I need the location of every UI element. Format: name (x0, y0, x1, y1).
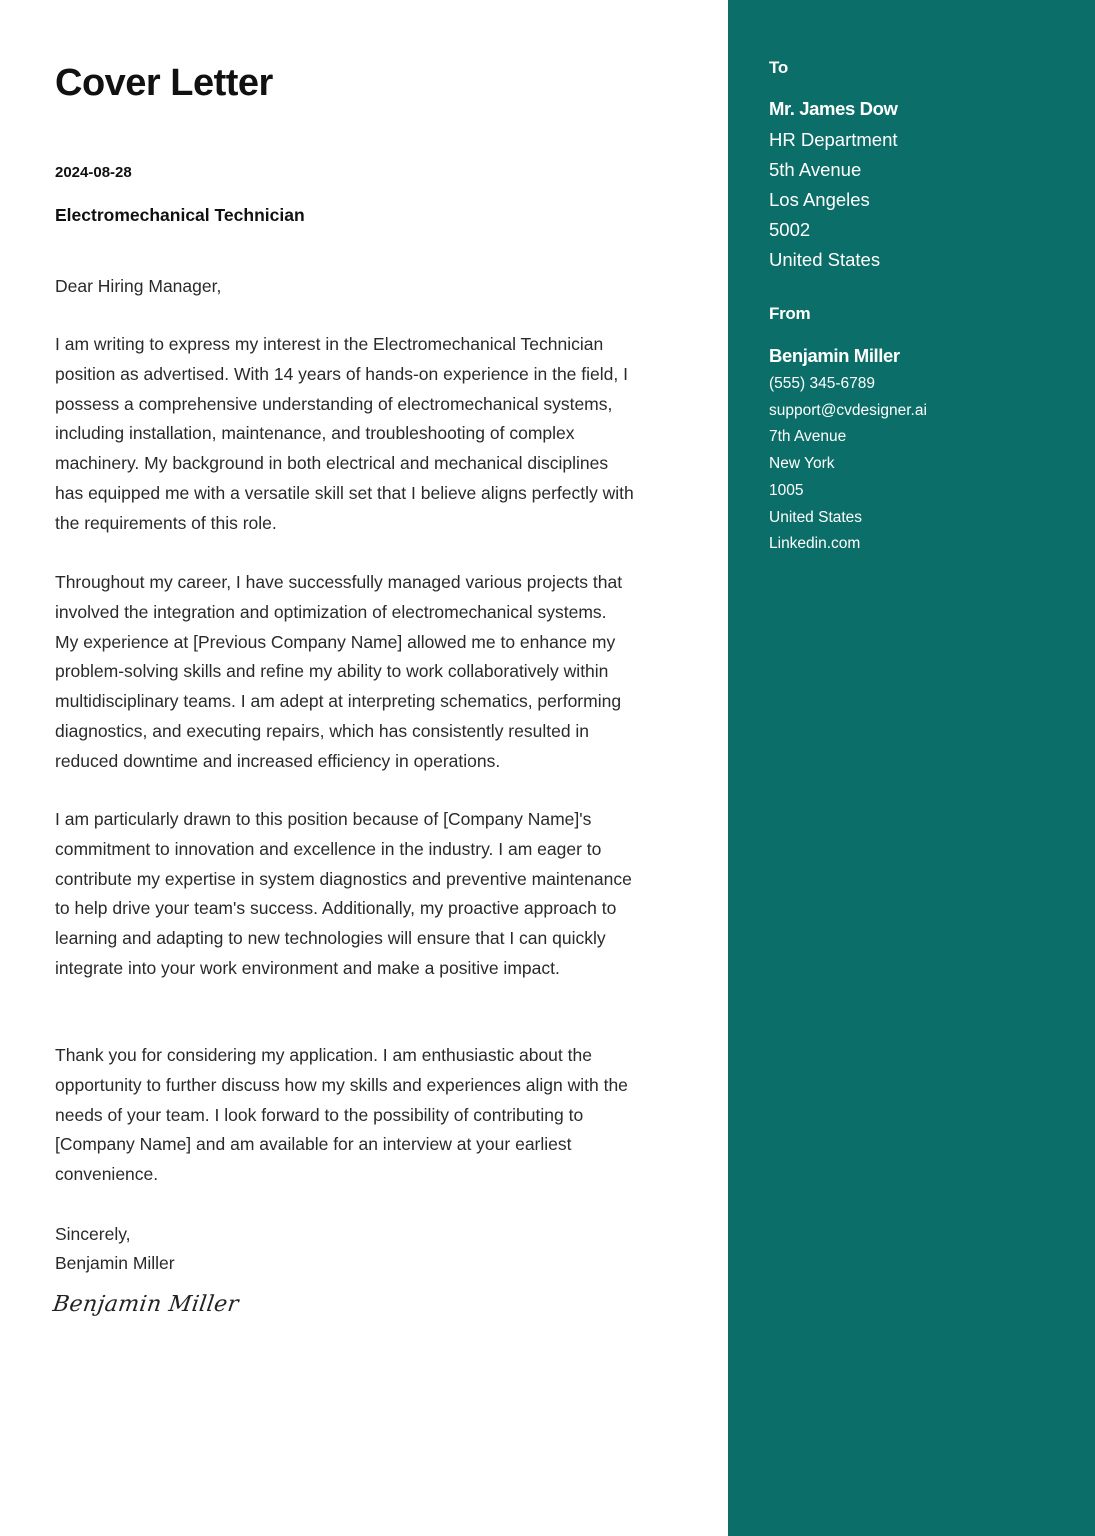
signer-name: Benjamin Miller (55, 1253, 175, 1273)
paragraph-experience: Throughout my career, I have successfully managed various projects that involved the integration and optimization of electromechanical systems. My experience at [Previous Company Name] allowed me to enhance my problem-solving skills and refine my ability to work collaboratively within multidisciplinary teams. I am adept at interpreting schematics, performing diagnostics, and executing repairs, which has consistently resulted in reduced downtime and increased efficiency in operations. (55, 572, 623, 771)
sender-heading: From (769, 304, 811, 323)
recipient-city: Los Angeles (769, 189, 870, 210)
paragraph-introduction: I am writing to express my interest in the Electromechanical Technician position as advertised. With 14 years of hands-on experience in the field, I possess a comprehensive understanding of electromechanical systems, including installation, maintenance, and troubleshooting of complex machinery. My background in both electrical and mechanical disciplines has equipped me with a versatile skill set that I believe aligns perfectly with the requirements of this role. (55, 334, 634, 533)
handwritten-signature: Benjamin Miller (51, 1292, 241, 1317)
sender-linkedin: Linkedin.com (769, 535, 861, 553)
sender-street: 7th Avenue (769, 428, 847, 446)
recipient-address (769, 125, 898, 275)
sender-phone: (555) 345-6789 (769, 375, 875, 392)
page-title: Cover Letter (55, 62, 273, 104)
sender-contact (769, 371, 927, 558)
sender-name: Benjamin Miller (769, 345, 900, 366)
recipient-name: Mr. James Dow (769, 98, 898, 119)
closing-phrase: Sincerely, (55, 1224, 131, 1244)
sender-city: New York (769, 455, 835, 473)
sender-email: support@cvdesigner.ai (769, 401, 927, 419)
contact-sidebar (728, 0, 1095, 1536)
recipient-country: United States (769, 249, 881, 270)
position-title: Electromechanical Technician (55, 205, 305, 225)
sender-postal-code: 1005 (769, 481, 804, 499)
recipient-postal-code: 5002 (769, 219, 811, 240)
paragraph-motivation: I am particularly drawn to this position because of [Company Name]'s commitment to innovation and excellence in the industry. I am eager to contribute my expertise in system diagnostics and preventive maintenance to help drive your team's success. Additionally, my proactive approach to learning and adapting to new technologies will ensure that I can quickly integrate into your work environment and make a positive impact. (55, 809, 632, 978)
sender-country: United States (769, 508, 863, 526)
recipient-street: 5th Avenue (769, 159, 862, 180)
letter-date: 2024-08-28 (55, 164, 132, 181)
recipient-department: HR Department (769, 129, 898, 150)
salutation: Dear Hiring Manager, (55, 276, 222, 296)
recipient-heading: To (769, 58, 788, 77)
paragraph-closing: Thank you for considering my application. I am enthusiastic about the opportunity to further discuss how my skills and experiences align with the needs of your team. I look forward to the possibility of contributing to [Company Name] and am available for an interview at your earliest convenience. (55, 1045, 628, 1185)
